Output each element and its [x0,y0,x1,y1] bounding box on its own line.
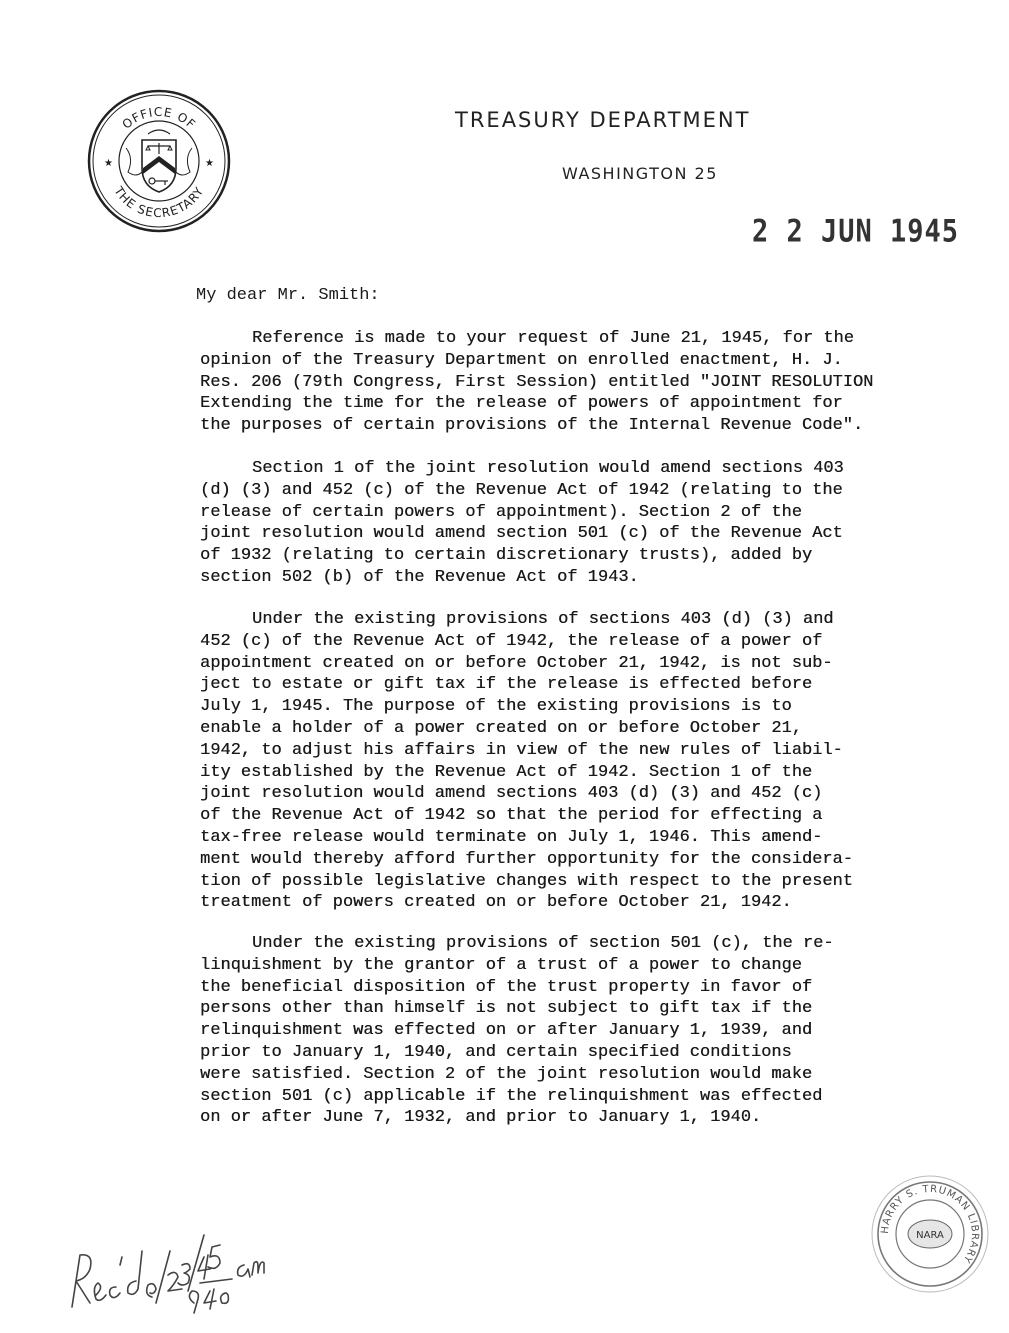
paragraph-line: tax-free release would terminate on July 1, 1946. This amend- [200,827,823,847]
paragraph-3 [200,609,853,914]
paragraph-line: the purposes of certain provisions of the Internal Revenue Code". [200,416,864,436]
paragraph-line: ity established by the Revenue Act of 1942. Section 1 of the [200,762,813,782]
paragraph-line: section 502 (b) of the Revenue Act of 1943. [200,567,639,587]
svg-text:OFFICE OF [120,105,199,132]
paragraph-line: the beneficial disposition of the trust property in favor of [200,977,813,997]
paragraph-line: enable a holder of a power created on or before October 21, [200,718,802,738]
svg-text:★: ★ [104,158,113,169]
paragraph-line: of 1932 (relating to certain discretionary trusts), added by [200,546,813,566]
paragraph-line: on or after June 7, 1932, and prior to January 1, 1940. [200,1108,762,1128]
paragraph-line: Extending the time for the release of powers of appointment for [200,394,843,414]
paragraph-line: 452 (c) of the Revenue Act of 1942, the release of a power of [200,631,823,651]
archive-stamp [868,1172,992,1296]
paragraph-line: ject to estate or gift tax if the release is effected before [200,675,813,695]
svg-text:THE SECRETARY [111,183,207,220]
salutation: My dear Mr. Smith: [196,286,380,305]
paragraph-line: prior to January 1, 1940, and certain specified conditions [200,1042,792,1062]
paragraph-line: joint resolution would amend sections 403 (d) (3) and 452 (c) [200,784,823,804]
paragraph-line: appointment created on or before October 21, 1942, is not sub- [200,653,833,673]
paragraph-line: July 1, 1945. The purpose of the existing provisions is to [200,697,792,717]
paragraph-line: Res. 206 (79th Congress, First Session) entitled "JOINT RESOLUTION [200,372,874,392]
treasury-seal [86,88,232,234]
svg-text:★: ★ [205,158,214,169]
paragraph-line: opinion of the Treasury Department on enrolled enactment, H. J. [200,350,843,370]
paragraph-line: joint resolution would amend section 501 (c) of the Revenue Act [200,524,843,544]
date-stamp: 2 2 JUN 1945 [752,214,960,250]
seal-top-text: OFFICE OF [119,104,199,132]
paragraph-line: treatment of powers created on or before October 21, 1942. [200,893,792,913]
paragraph-line: ment would thereby afford further opportunity for the considera- [200,849,853,869]
paragraph-line: release of certain powers of appointment). Section 2 of the [200,502,802,522]
handwritten-received-note [60,1195,265,1315]
archive-stamp-nara: NARA [916,1230,944,1241]
paragraph-1 [200,328,873,437]
paragraph-line: Section 1 of the joint resolution would amend sections 403 [252,459,844,478]
paragraph-line: linquishment by the grantor of a trust of a power to change [200,955,802,975]
letterhead-department: TREASURY DEPARTMENT [455,108,751,132]
letterhead-city: WASHINGTON 25 [562,164,718,183]
paragraph-line: Under the existing provisions of section 501 (c), the re- [252,934,834,953]
paragraph-line: (d) (3) and 452 (c) of the Revenue Act of 1942 (relating to the [200,480,843,500]
paragraph-line: Reference is made to your request of June 21, 1945, for the [252,329,854,348]
seal-bottom-text: THE SECRETARY [111,184,207,221]
paragraph-2 [200,458,844,589]
paragraph-line: of the Revenue Act of 1942 so that the period for effecting a [200,806,823,826]
archive-stamp-text: HARRY S. TRUMAN LIBRARY [879,1183,981,1266]
paragraph-line: tion of possible legislative changes with respect to the present [200,871,853,891]
paragraph-line: persons other than himself is not subject to gift tax if the [200,999,813,1019]
paragraph-line: Under the existing provisions of sections 403 (d) (3) and [252,610,834,629]
paragraph-line: section 501 (c) applicable if the relinquishment was effected [200,1086,823,1106]
paragraph-line: relinquishment was effected on or after January 1, 1939, and [200,1021,813,1041]
paragraph-line: were satisfied. Section 2 of the joint resolution would make [200,1064,813,1084]
paragraph-line: 1942, to adjust his affairs in view of the new rules of liabil- [200,740,843,760]
paragraph-4 [200,933,834,1129]
